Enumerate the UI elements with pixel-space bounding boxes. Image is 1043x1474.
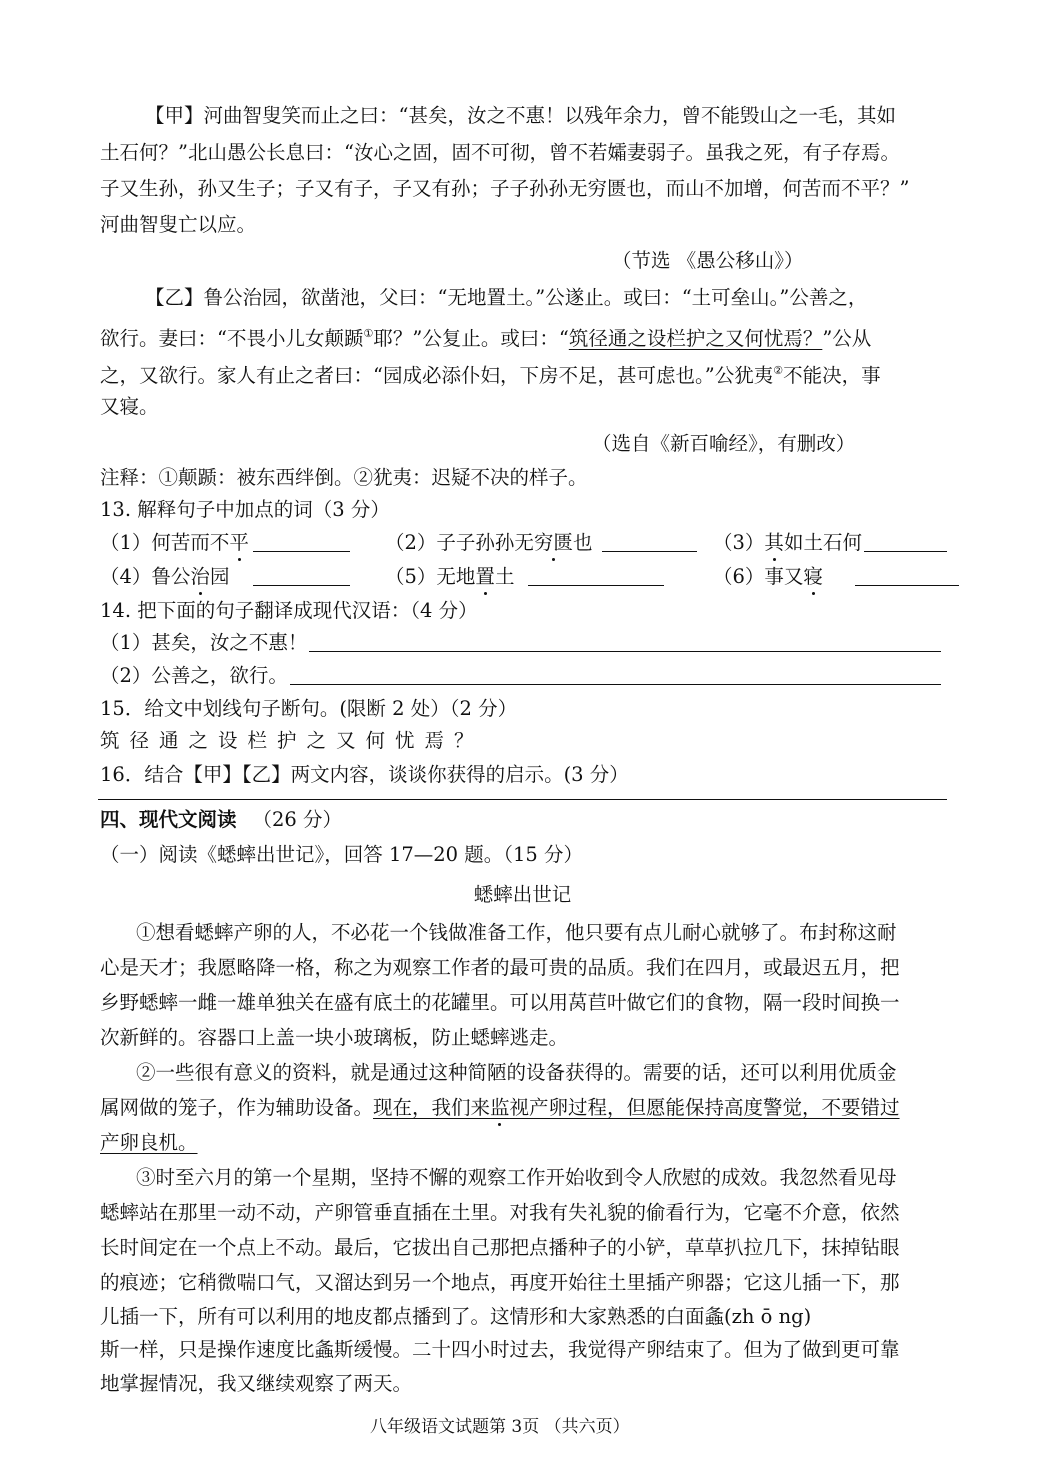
underlined-passage: 现在，我们来监视产卵过程，但愿能保持高度警觉，不要错过 — [373, 1096, 900, 1119]
yi-line-3 — [100, 356, 881, 391]
article-p1-l1: ①想看蟋蟀产卵的人，不必花一个钱做准备工作，他只要有点儿耐心就够了。布封称这耐 — [136, 921, 897, 944]
underlined-passage: 产卵良机。 — [100, 1131, 198, 1154]
q14-item-1: （1）甚矣，汝之不惠！ — [100, 628, 941, 658]
yi-line-2a: 欲行。妻曰：“不畏小儿女颠踬 — [100, 327, 364, 350]
answer-blank[interactable] — [855, 563, 959, 586]
section-4-heading: 四、现代文阅读 （26 分） — [100, 808, 343, 831]
note-ref-2: ② — [773, 364, 784, 377]
jia-line-2: 土石何？”北山愚公长息曰：“汝心之固，固不可彻，曾不若孀妻弱子。虽我之死，有子存焉。 — [100, 141, 900, 164]
section-divider — [98, 799, 947, 800]
q14-item-2: （2）公善之，欲行。 — [100, 661, 941, 691]
q15-sentence: 筑径通之设栏护之又何忧焉？ — [100, 729, 484, 752]
yi-line-2 — [100, 319, 871, 354]
dotted-word: 寝 — [803, 565, 823, 588]
article-p1-l4: 次新鲜的。容器口上盖一块小玻璃板，防止蟋蟀逃走。 — [100, 1026, 569, 1049]
article-p1-l2: 心是天才；我愿略降一格，称之为观察工作者的最可贵的品质。我们在四月，或最迟五月，把 — [100, 956, 900, 979]
q13-item-1: （1）何苦而不平 — [100, 528, 350, 558]
answer-blank[interactable] — [290, 662, 941, 685]
dotted-word: 置 — [475, 565, 495, 588]
article-p3-l6: 斯一样，只是操作速度比螽斯缓慢。二十四小时过去，我觉得产卵结束了。但为了做到更可靠 — [100, 1338, 900, 1361]
article-p1-l3: 乡野蟋蟀一雌一雄单独关在盛有底土的花罐里。可以用莴苣叶做它们的食物，隔一段时间换一 — [100, 991, 900, 1014]
jia-source: （节选 《愚公移山》） — [612, 249, 804, 272]
q13-item-6: （6）事又寝 — [713, 562, 959, 592]
yi-line-3b: 不能决，事 — [783, 364, 881, 387]
article-p2-l1: ②一些很有意义的资料，就是通过这种简陋的设备获得的。需要的话，还可以利用优质金 — [136, 1061, 897, 1084]
answer-blank[interactable] — [253, 563, 350, 586]
article-p2-l3 — [100, 1128, 198, 1158]
q14-title: 14. 把下面的句子翻译成现代汉语：（4 分） — [100, 599, 478, 622]
q13-item-4: （4）鲁公治园 — [100, 562, 350, 592]
q13-item-3: （3）其如土石何 — [713, 528, 947, 558]
answer-blank[interactable] — [309, 629, 941, 652]
dotted-word: 监 — [490, 1096, 510, 1119]
jia-line-3: 子又生孙，孙又生子；子又有子，子又有孙；子子孙孙无穷匮也，而山不加增，何苦而不平？” — [100, 177, 910, 200]
page-footer: 八年级语文试题第 3页 （共六页） — [370, 1417, 630, 1437]
q13-item-2: （2）子子孙孙无穷匮也 — [385, 528, 697, 558]
section-4-subheading: （一）阅读《蟋蟀出世记》，回答 17—20 题。（15 分） — [100, 843, 584, 866]
footnotes: 注释：①颠踬：被东西绊倒。②犹夷：迟疑不决的样子。 — [100, 466, 588, 489]
article-p3-l4: 的痕迹；它稍微喘口气，又溜达到另一个地点，再度开始往土里插产卵器；它这儿插一下，那 — [100, 1271, 900, 1294]
q16-title: 16．结合【甲】【乙】两文内容，谈谈你获得的启示。(3 分） — [100, 763, 629, 786]
dotted-word: 治 — [190, 565, 210, 588]
answer-blank[interactable] — [528, 563, 664, 586]
article-p3-l1: ③时至六月的第一个星期，坚持不懈的观察工作开始收到令人欣慰的成效。我忽然看见母 — [136, 1166, 897, 1189]
article-p2-l2: 属网做的笼子，作为辅助设备。现在，我们来监视产卵过程，但愿能保持高度警觉，不要错过 — [100, 1096, 900, 1119]
yi-line-4: 又寝。 — [100, 395, 159, 418]
answer-blank[interactable] — [602, 529, 697, 552]
article-p3-l7: 地掌握情况，我又继续观察了两天。 — [100, 1372, 413, 1395]
dotted-word: 平 — [229, 531, 249, 554]
yi-line-2d: ”公从 — [822, 327, 872, 350]
answer-blank[interactable] — [253, 529, 350, 552]
yi-line-1: 【乙】鲁公治园，欲凿池，父曰：“无地置土。”公遂止。或曰：“土可垒山。”公善之， — [145, 286, 868, 309]
jia-line-1: 【甲】河曲智叟笑而止之曰：“甚矣，汝之不惠！以残年余力，曾不能毁山之一毛，其如 — [145, 104, 896, 127]
q15-title: 15．给文中划线句子断句。(限断 2 处）（2 分） — [100, 697, 518, 720]
q13-title: 13. 解释句子中加点的词（3 分） — [100, 498, 390, 521]
q13-item-5: （5）无地置土 — [385, 562, 664, 592]
dotted-word: 穷匮 — [533, 531, 573, 554]
dotted-word: 其 — [764, 531, 784, 554]
yi-line-3a: 之，又欲行。家人有止之者曰：“园成必添仆妇，下房不足，甚可虑也。”公犹夷 — [100, 364, 774, 387]
article-title: 蟋蟀出世记 — [473, 883, 572, 906]
article-p3-l3: 长时间定在一个点上不动。最后，它拔出自己那把点播种子的小铲，草草扒拉几下，抹掉钻眼 — [100, 1236, 900, 1259]
underlined-sentence: 筑径通之设栏护之又何忧焉？ — [568, 327, 823, 350]
yi-source: （选自《新百喻经》，有删改） — [592, 432, 856, 455]
jia-line-4: 河曲智叟亡以应。 — [100, 213, 257, 236]
article-p3-l5: 儿插一下，所有可以利用的地皮都点播到了。这情形和大家熟悉的白面螽(zh ō ng) — [100, 1305, 812, 1328]
article-p3-l2: 蟋蟀站在那里一动不动，产卵管垂直插在土里。对我有失礼貌的偷看行为，它毫不介意，依然 — [100, 1201, 900, 1224]
yi-line-2b: 耶？”公复止。或曰：“ — [373, 327, 569, 350]
note-ref-1: ① — [363, 327, 374, 340]
answer-blank[interactable] — [864, 529, 947, 552]
